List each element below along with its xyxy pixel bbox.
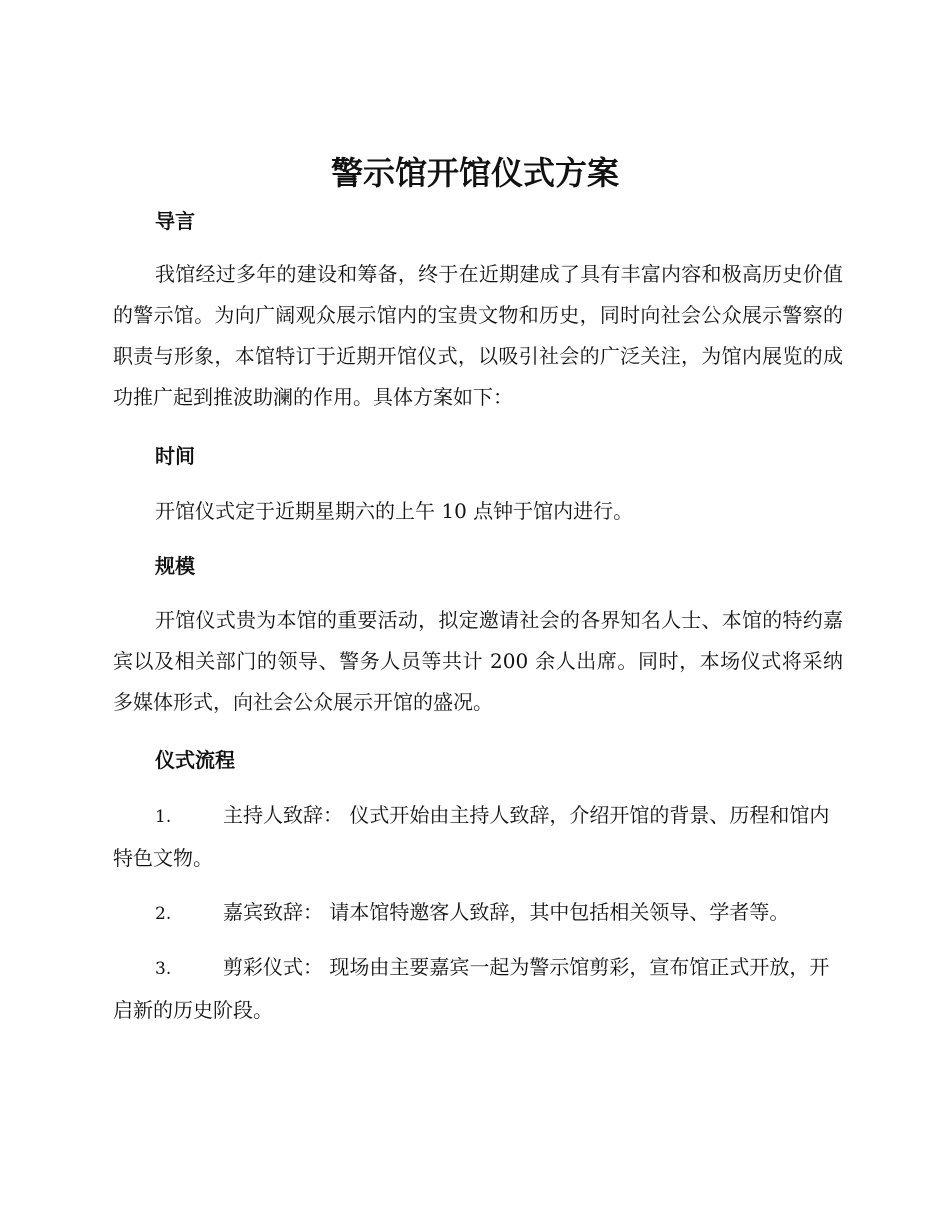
heading-process: 仪式流程 [155, 748, 235, 772]
heading-scale: 规模 [155, 554, 195, 578]
process-step [113, 947, 843, 1031]
heading-intro: 导言 [155, 209, 195, 233]
step-number: 2. [155, 904, 172, 924]
process-step [113, 795, 843, 879]
step-text: 剪彩仪式： 现场由主要嘉宾一起为警示馆剪彩，宣布馆正式开放，开启新的历史阶段。 [113, 955, 830, 1022]
heading-time: 时间 [155, 444, 195, 468]
process-step [113, 892, 843, 935]
paragraph-intro: 我馆经过多年的建设和筹备，终于在近期建成了具有丰富内容和极高历史价值的警示馆。为向广阔观众展示馆内的宝贵文物和历史，同时向社会公众展示警察的职责与形象，本馆特订于近期开馆仪式，以吸引社会的广泛关注，为馆内展览的成功推广起到推波助澜的作用。具体方案如下： [113, 262, 843, 409]
step-text: 主持人致辞： 仪式开始由主持人致辞，介绍开馆的背景、历程和馆内特色文物。 [113, 803, 830, 870]
step-number: 3. [155, 959, 172, 979]
step-number: 1. [155, 807, 172, 827]
document-title: 警示馆开馆仪式方案 [330, 154, 619, 192]
paragraph-time: 开馆仪式定于近期星期六的上午 10 点钟于馆内进行。 [155, 499, 634, 523]
paragraph-scale: 开馆仪式贵为本馆的重要活动，拟定邀请社会的各界知名人士、本馆的特约嘉宾以及相关部门的领导、警务人员等共计 200 余人出席。同时，本场仪式将采纳多媒体形式，向社会公众展示开馆的盛况。 [113, 608, 843, 714]
step-text: 嘉宾致辞： 请本馆特邀客人致辞，其中包括相关领导、学者等。 [223, 900, 790, 924]
